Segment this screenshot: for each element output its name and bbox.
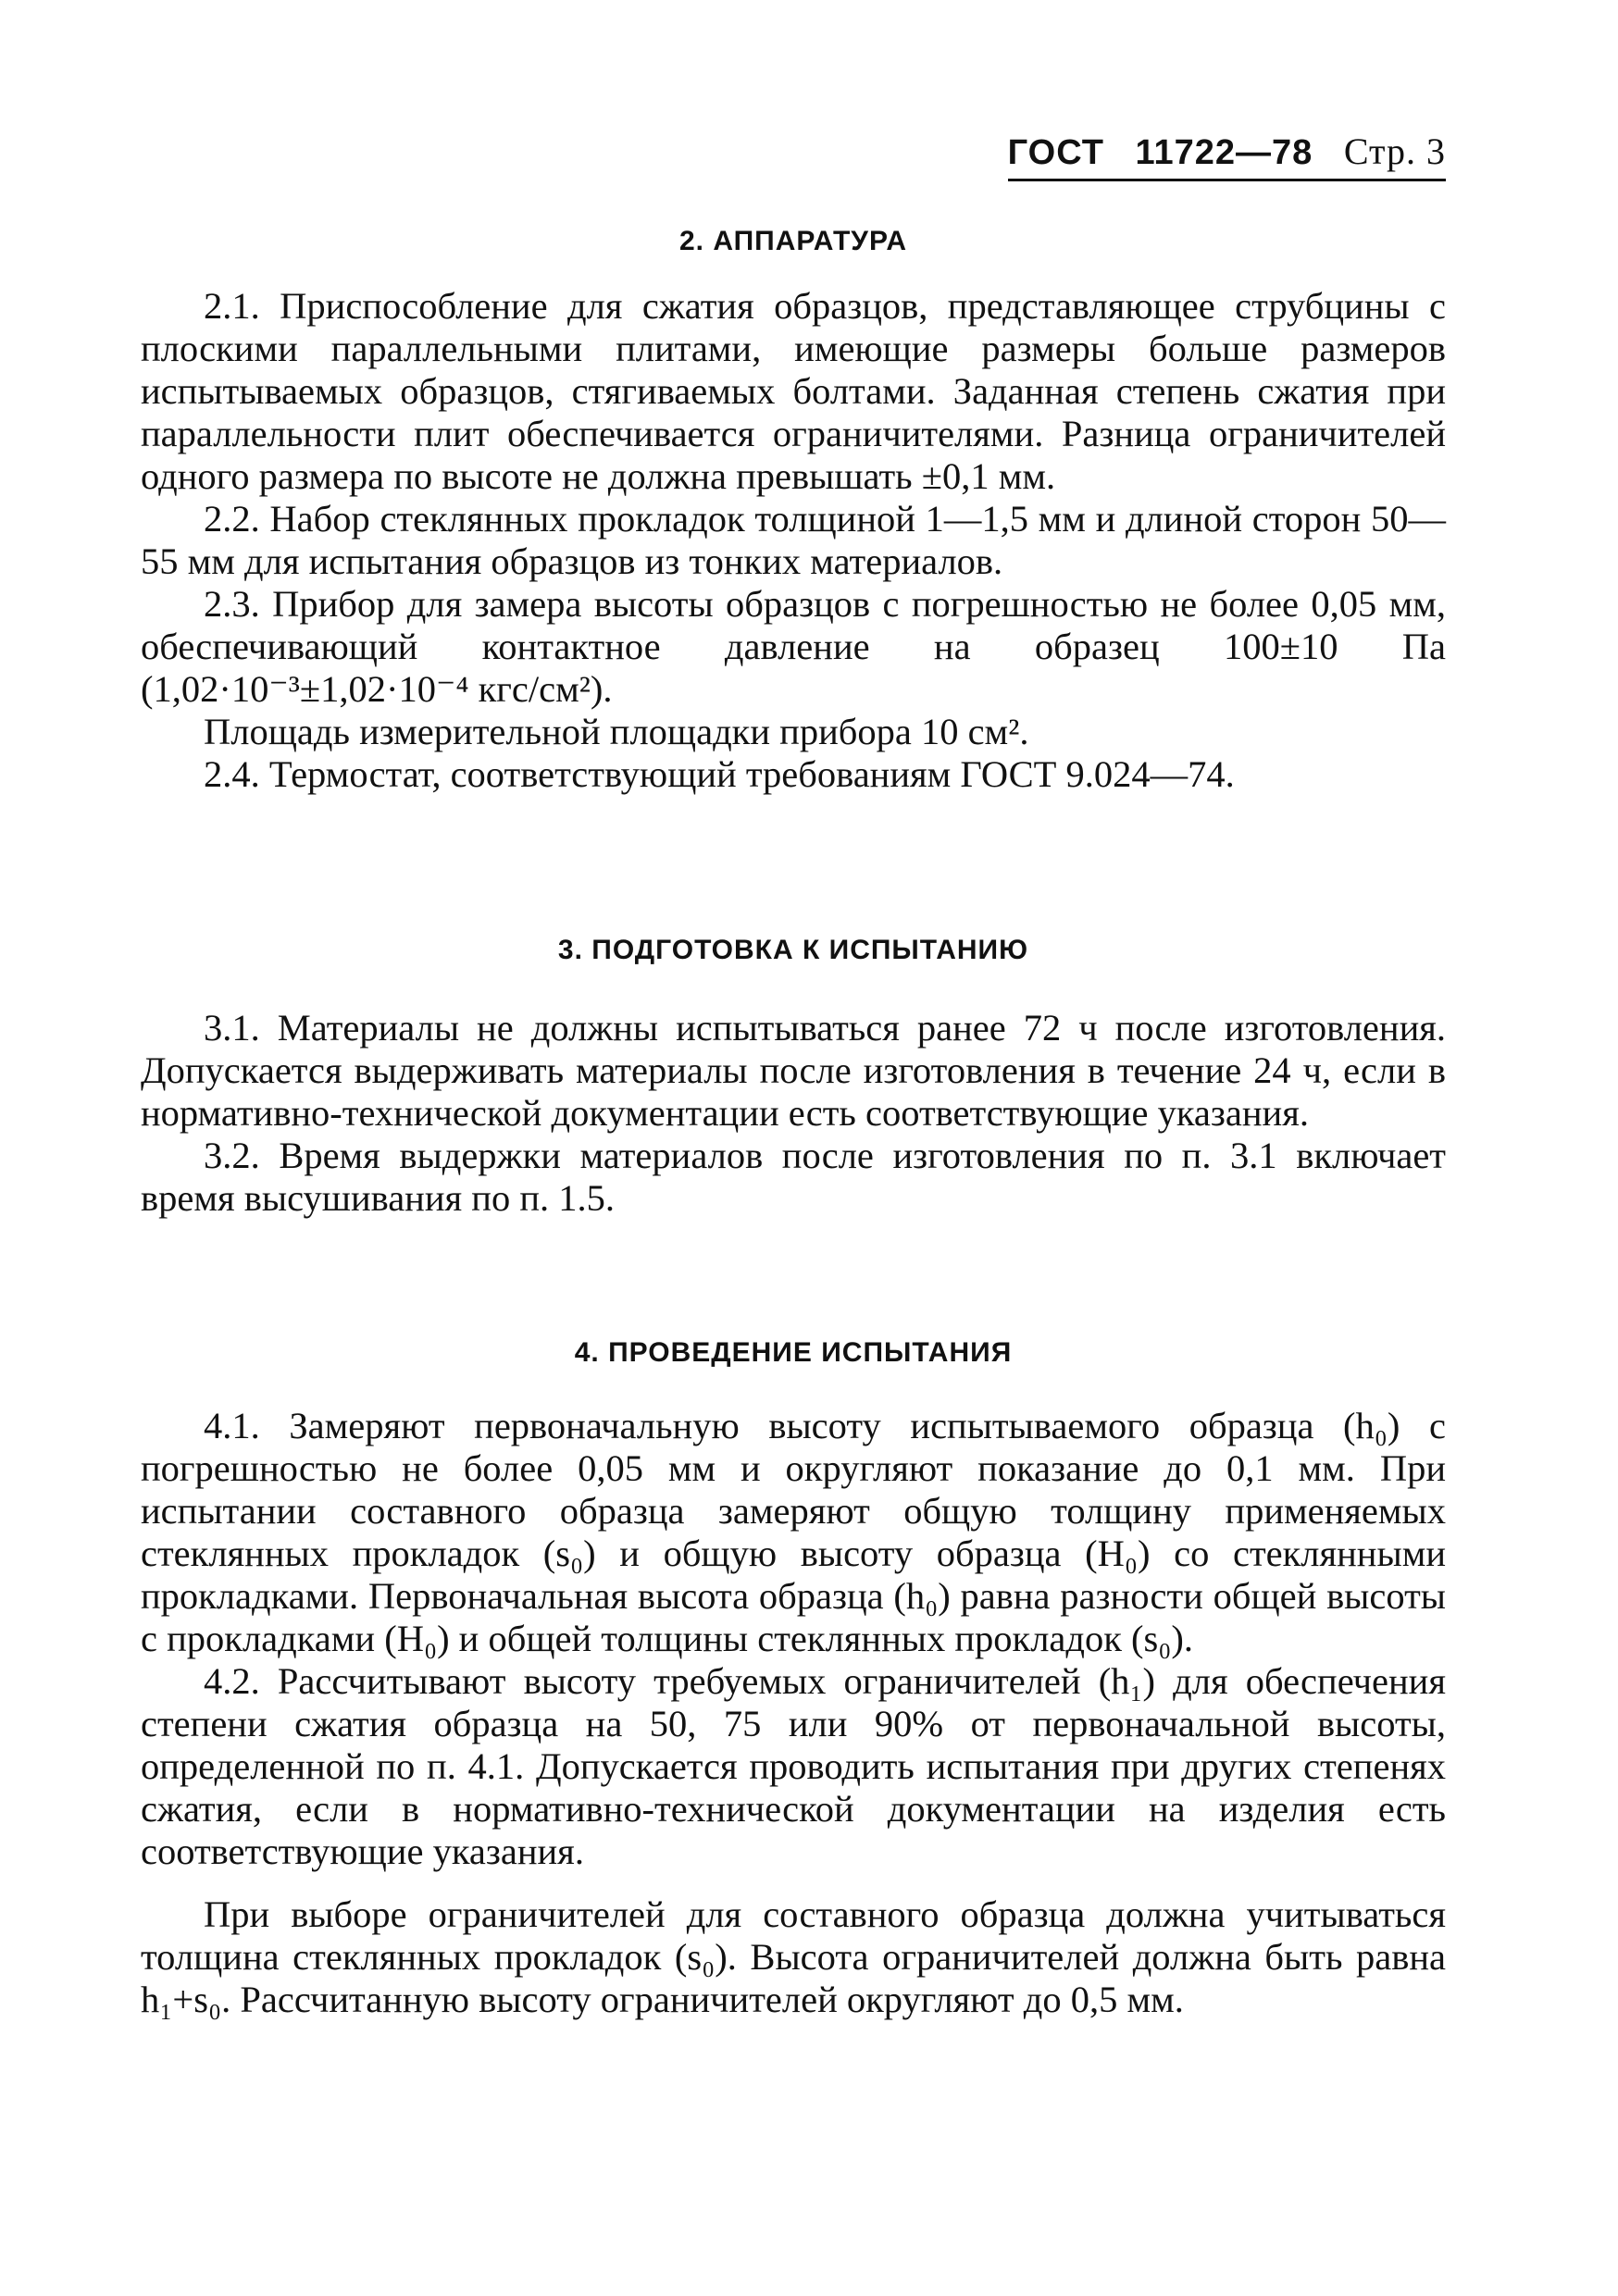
section-body-preparation — [141, 1007, 1446, 1220]
header-page-number: Стр. 3 — [1343, 130, 1446, 172]
paragraph-2-2: 2.2. Набор стеклянных прокладок толщиной 1—1,5 мм и длиной сторон 50—55 мм для испытания образцов из тонких материалов. — [141, 498, 1446, 582]
paragraph-4-1: 4.1. Замеряют первоначальную высоту испытываемого образца (h₀) с погрешностью не более 0,05 мм и округляют показание до 0,1 мм. При испытании составного образца замеряют общую толщину применяемых стеклянных прокладок (s₀) и общую высоту образца (H₀) со стеклянными прокладками. Первоначальная высота образца (h₀) равна разности общей высоты с прокладками (H₀) и общей толщины стеклянных прокладок (s₀). — [141, 1405, 1446, 1659]
section-body-testing — [141, 1405, 1446, 2021]
paragraph-3-1: 3.1. Материалы не должны испытываться ранее 72 ч после изготовления. Допускается выдерживать материалы после изготовления в течение 24 ч, если в нормативно-технической документации есть соответствующие указания. — [141, 1007, 1446, 1134]
section-body-apparatus — [141, 285, 1446, 796]
paragraph-3-2: 3.2. Время выдержки материалов после изготовления по п. 3.1 включает время высушивания по п. 1.5. — [141, 1135, 1446, 1219]
header-standard-number: 11722—78 — [1135, 133, 1313, 172]
header-standard: ГОСТ — [1007, 133, 1104, 172]
paragraph-4-2-limiters: При выборе ограничителей для составного образца должна учитываться толщина стеклянных прокладок (s₀). Высота ограничителей должна быть равна h₁+s₀. Рассчитанную высоту ограничителей округляют до 0,5 мм. — [141, 1893, 1446, 2020]
paragraph-2-1: 2.1. Приспособление для сжатия образцов, представляющее струбцины с плоскими параллельными плитами, имеющие размеры больше размеров испытываемых образцов, стягиваемых болтами. Заданная степень сжатия при параллельности плит обеспечивается ограничителями. Разница ограничителей одного размера по высоте не должна превышать ±0,1 мм. — [141, 285, 1446, 497]
running-header — [1008, 130, 1446, 181]
section-heading-preparation: 3. ПОДГОТОВКА К ИСПЫТАНИЮ — [557, 935, 1029, 965]
paragraph-2-3-area: Площадь измерительной площадки прибора 10 см². — [204, 711, 1029, 752]
section-heading-apparatus: 2. АППАРАТУРА — [679, 226, 907, 256]
paragraph-2-4: 2.4. Термостат, соответствующий требованиям ГОСТ 9.024—74. — [204, 753, 1235, 795]
paragraph-2-3: 2.3. Прибор для замера высоты образцов с погрешностью не более 0,05 мм, обеспечивающий контактное давление на образец 100±10 Па (1,02·10⁻³±1,02·10⁻⁴ кгс/см²). — [141, 583, 1446, 710]
section-heading-testing: 4. ПРОВЕДЕНИЕ ИСПЫТАНИЯ — [574, 1337, 1013, 1368]
paragraph-4-2: 4.2. Рассчитывают высоту требуемых ограничителей (h₁) для обеспечения степени сжатия образца на 50, 75 или 90% от первоначальной высоты, определенной по п. 4.1. Допускается проводить испытания при других степенях сжатия, если в нормативно-технической документации на изделия есть соответствующие указания. — [141, 1660, 1446, 1872]
